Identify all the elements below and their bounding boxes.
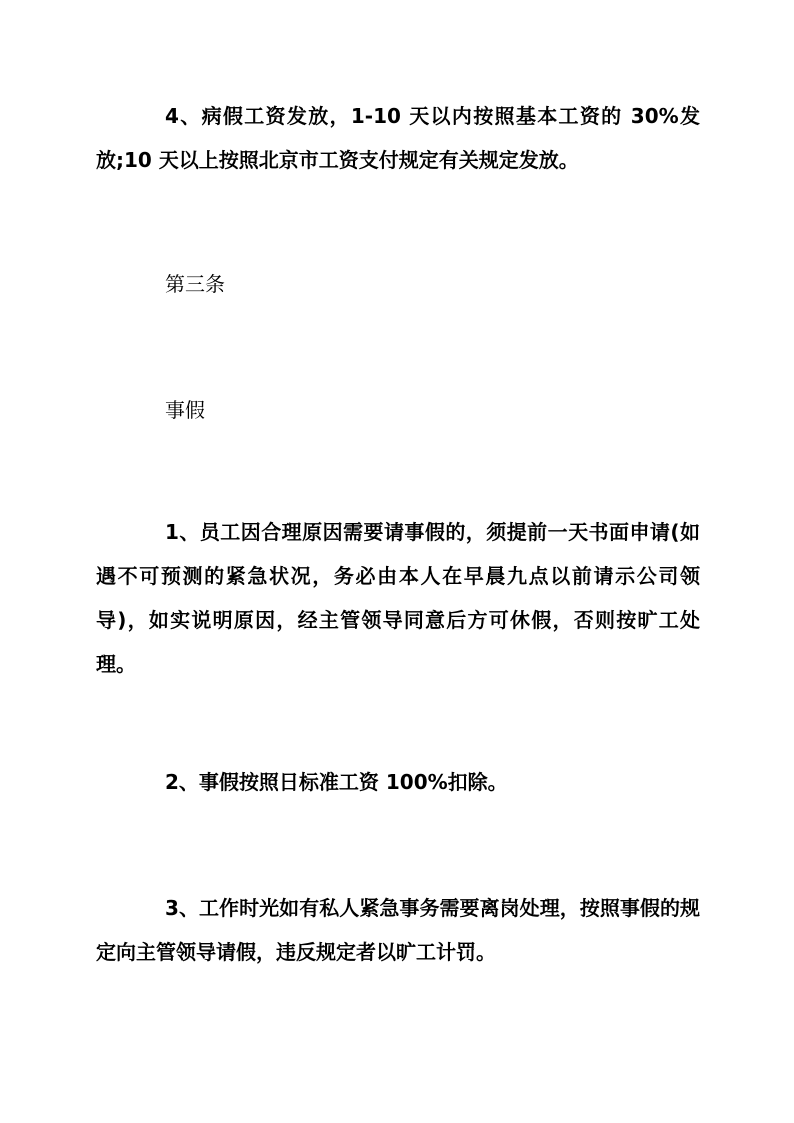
- paragraph-sick-leave-pay: 4、病假工资发放，1-10 天以内按照基本工资的 30%发放;10 天以上按照北京市工资支付规定有关规定发放。: [96, 104, 700, 172]
- paragraph-work-hours-leave: 3、工作时光如有私人紧急事务需要离岗处理，按照事假的规定向主管领导请假，违反规定者以旷工计罚。: [96, 896, 700, 964]
- section-title-personal-leave: 事假: [165, 398, 205, 422]
- article-heading: 第三条: [165, 272, 225, 296]
- paragraph-personal-leave-deduction: 2、事假按照日标准工资 100%扣除。: [165, 770, 508, 794]
- paragraph-personal-leave-application: 1、员工因合理原因需要请事假的，须提前一天书面申请(如遇不可预测的紧急状况，务必由本人在早晨九点以前请示公司领导)，如实说明原因，经主管领导同意后方可休假，否则按旷工处理。: [96, 520, 700, 676]
